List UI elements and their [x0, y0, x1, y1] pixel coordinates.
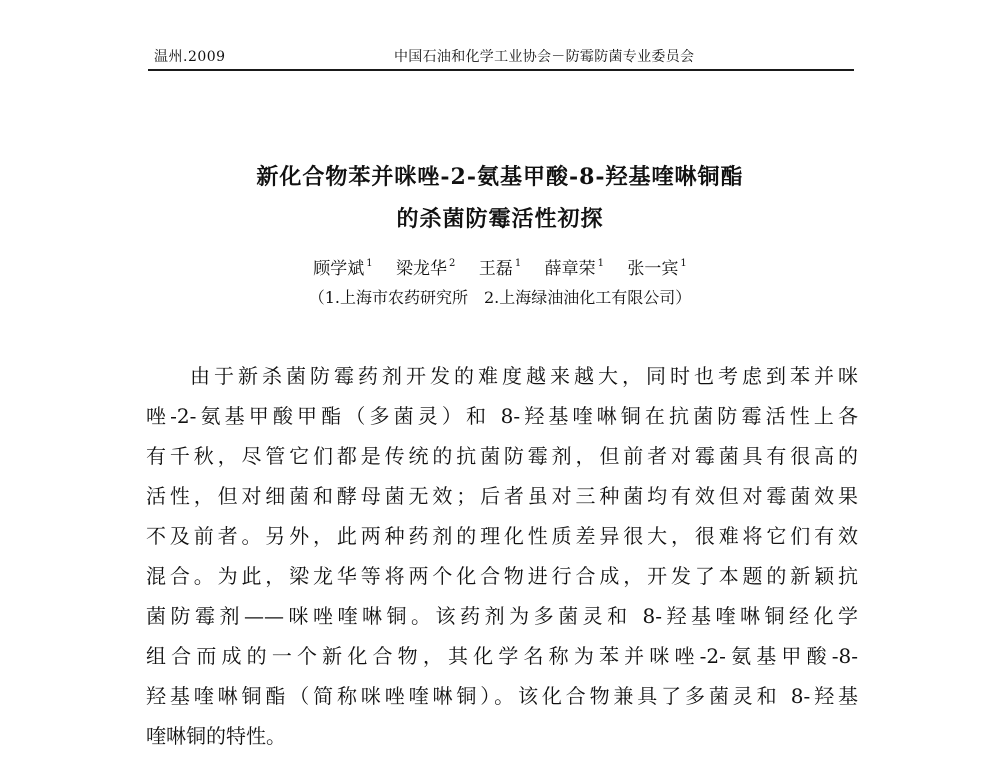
author-name: 梁龙华 — [396, 259, 448, 279]
paper-title-line-2: 的杀菌防霉活性初探 — [396, 206, 604, 232]
paragraph-line: 有千秋，尽管它们都是传统的抗菌防霉剂，但前者对霉菌具有很高的 — [146, 444, 858, 468]
header-rule — [148, 69, 854, 71]
paragraph-line: 唑-2-氨基甲酸甲酯（多菌灵）和 8-羟基喹啉铜在抗菌防霉活性上各 — [146, 404, 858, 428]
paragraph-line: 活性，但对细菌和酵母菌无效；后者虽对三种菌均有效但对霉菌效果 — [146, 484, 858, 508]
paragraph-line: 由于新杀菌防霉药剂开发的难度越来越大，同时也考虑到苯并咪 — [190, 364, 858, 388]
author-affiliation-mark: 1 — [597, 258, 604, 269]
author-list — [0, 254, 1000, 279]
author-affiliation-mark: 1 — [366, 258, 373, 269]
author — [313, 254, 372, 279]
author — [479, 254, 521, 279]
header-location-year: 温州.2009 — [154, 49, 226, 65]
author — [627, 254, 686, 279]
paper-title-line-1: 新化合物苯并咪唑-2-氨基甲酸-8-羟基喹啉铜酯 — [256, 164, 744, 190]
running-header — [148, 44, 854, 68]
paragraph-line: 菌防霉剂——咪唑喹啉铜。该药剂为多菌灵和 8-羟基喹啉铜经化学 — [146, 604, 858, 628]
author-affiliation-mark: 2 — [449, 258, 456, 269]
author-name: 张一宾 — [627, 259, 679, 279]
author-affiliation-mark: 1 — [680, 258, 687, 269]
body-paragraph — [146, 356, 858, 756]
author — [396, 254, 455, 279]
author — [545, 254, 604, 279]
header-organization: 中国石油和化学工业协会－防霉防菌专业委员会 — [394, 49, 695, 65]
paragraph-line: 羟基喹啉铜酯（简称咪唑喹啉铜）。该化合物兼具了多菌灵和 8-羟基 — [146, 684, 858, 708]
paragraph-line: 喹啉铜的特性。 — [146, 724, 286, 748]
author-affiliation-mark: 1 — [514, 258, 522, 269]
affiliations: （1.上海市农药研究所 2.上海绿油油化工有限公司） — [308, 288, 692, 307]
paragraph-line: 不及前者。另外，此两种药剂的理化性质差异很大，很难将它们有效 — [146, 524, 858, 548]
paragraph-line: 组合而成的一个新化合物，其化学名称为苯并咪唑-2-氨基甲酸-8- — [146, 644, 858, 668]
paragraph-line: 混合。为此，梁龙华等将两个化合物进行合成，开发了本题的新颖抗 — [146, 564, 858, 588]
author-name: 王磊 — [478, 259, 513, 279]
author-name: 顾学斌 — [313, 259, 365, 279]
author-name: 薛章荣 — [544, 259, 596, 279]
